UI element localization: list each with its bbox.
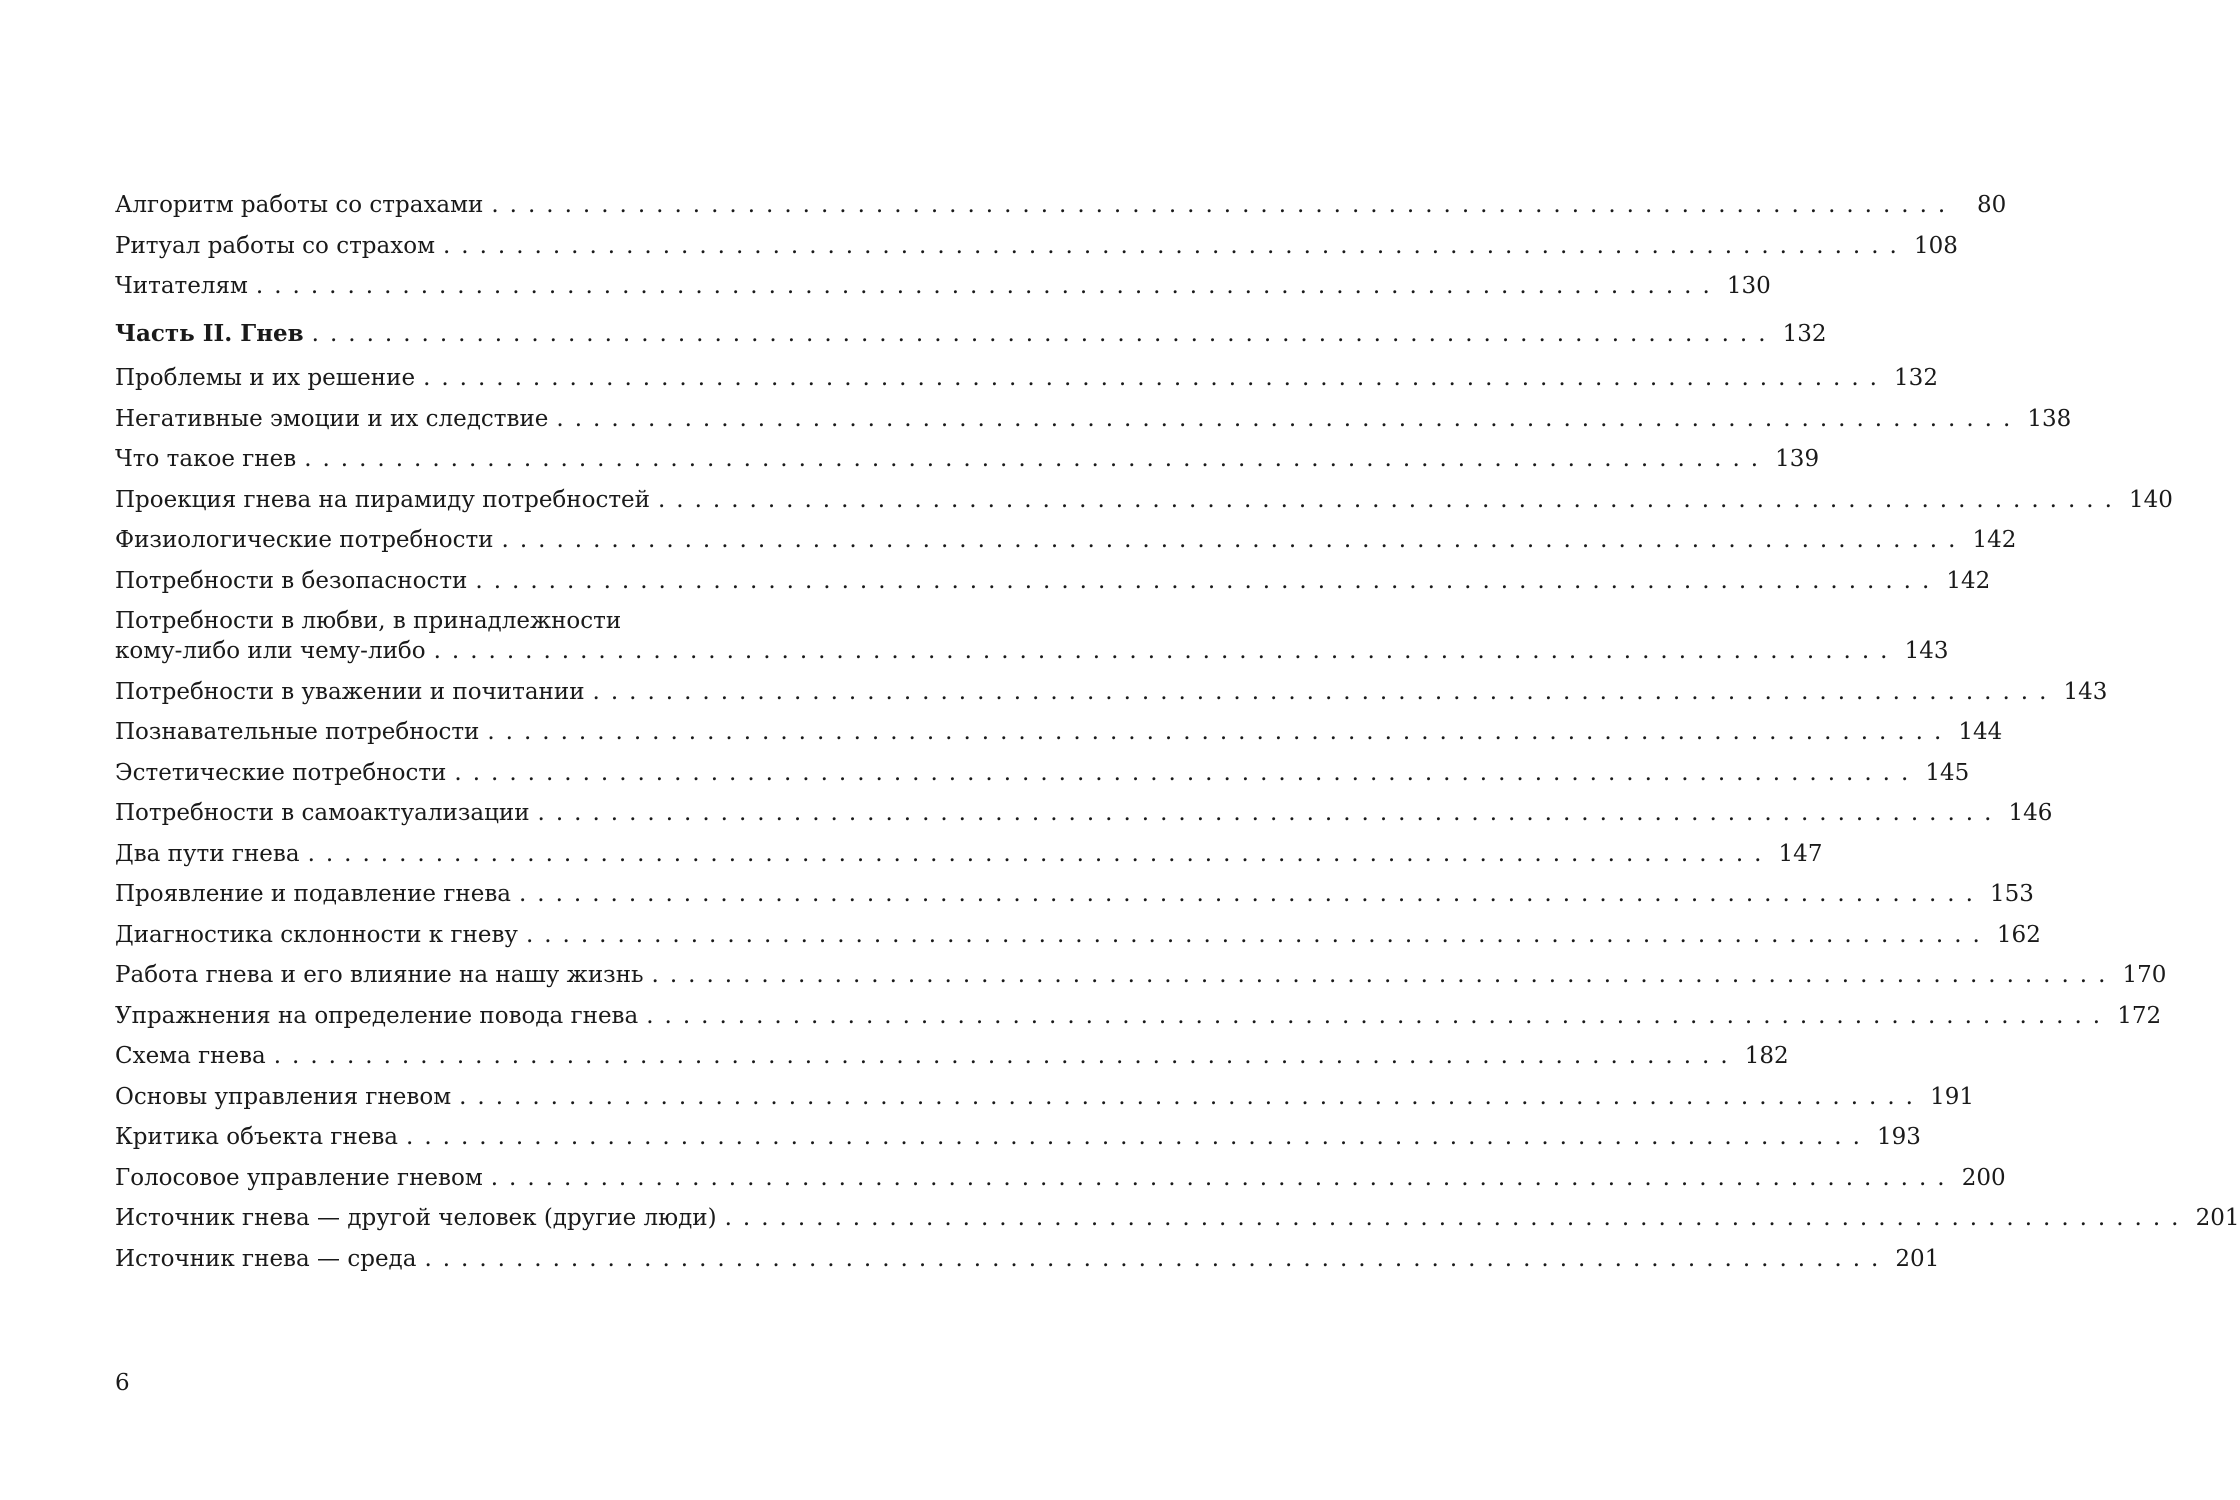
toc-entry[interactable]: [115, 1244, 1940, 1274]
dot-leader: ................................................................................: [491, 192, 1957, 218]
toc-group-part-two-b: [115, 677, 2240, 1274]
dot-leader: ................................................................................: [423, 365, 1888, 391]
toc-entry[interactable]: [115, 485, 2173, 515]
dot-leader: ................................................................................: [406, 1124, 1871, 1150]
toc-entry-page-number: 200: [1961, 1164, 2006, 1191]
toc-entry[interactable]: [115, 231, 1958, 261]
toc-entry[interactable]: [115, 1001, 2162, 1031]
toc-entry-page-number: 142: [1972, 527, 2017, 553]
toc-entry-title: Голосовое управление гневом: [115, 1164, 483, 1191]
toc-entry-page-number: 153: [1989, 881, 2034, 907]
toc-entry-title-line2: кому-либо или чему-либо: [115, 638, 426, 664]
dot-leader: ................................................................................: [255, 273, 1721, 299]
toc-entry[interactable]: [115, 525, 2017, 555]
dot-leader: ................................................................................: [490, 1164, 1956, 1191]
toc-group-part-one-tail: [115, 190, 2007, 301]
dot-leader: ................................................................................: [651, 962, 2117, 988]
toc-entry-title: Два пути гнева: [115, 840, 300, 867]
toc-entry-page-number: 138: [2027, 405, 2072, 432]
dot-leader: ................................................................................: [459, 1083, 1924, 1110]
toc-entry-page-number: 162: [1996, 921, 2041, 948]
dot-leader: ................................................................................: [556, 405, 2022, 432]
toc-entry-page-number: 182: [1744, 1043, 1789, 1069]
toc-entry[interactable]: [115, 758, 1970, 788]
toc-entry-title: Негативные эмоции и их следствие: [115, 405, 549, 432]
dot-leader: ................................................................................: [424, 1245, 1890, 1272]
toc-entry[interactable]: [115, 271, 1771, 301]
toc-entry[interactable]: [115, 1041, 1789, 1071]
dot-leader: ................................................................................: [487, 719, 1953, 745]
dot-leader: ................................................................................: [454, 759, 1920, 786]
toc-entry-page-number: 201: [1895, 1245, 1940, 1272]
toc-entry-page-number: 193: [1877, 1124, 1921, 1150]
dot-leader: ................................................................................: [646, 1002, 2112, 1029]
toc-entry-page-number: 145: [1925, 759, 1970, 786]
dot-leader: ................................................................................: [658, 486, 2123, 513]
toc-entry-title: Источник гнева — другой человек (другие люди): [115, 1205, 717, 1231]
toc-entry-page-number: 146: [2008, 800, 2053, 826]
toc-entry-page-number: 130: [1726, 273, 1771, 299]
toc-entry-page-number: 139: [1775, 446, 1820, 472]
toc-entry-title: Что такое гнев: [115, 446, 297, 472]
dot-leader: ................................................................................: [592, 678, 2058, 705]
toc-entry[interactable]: [115, 920, 2041, 950]
dot-leader: ................................................................................: [537, 800, 2003, 826]
toc-entry-page-number: 132: [1894, 365, 1938, 391]
toc-entry-page-number: 144: [1958, 719, 2003, 745]
chapter-title: Часть II. Гнев: [115, 320, 304, 347]
dot-leader: ................................................................................: [519, 881, 1984, 907]
dot-leader: ................................................................................: [525, 921, 1991, 948]
toc-entry[interactable]: [115, 677, 2108, 707]
dot-leader: ................................................................................: [273, 1043, 1739, 1069]
dot-leader: ................................................................................: [442, 232, 1908, 259]
toc-entry-title-line1: Потребности в любви, в принадлежности: [115, 608, 622, 634]
toc-entry-multiline[interactable]: [115, 606, 1949, 666]
toc-chapter-heading[interactable]: [115, 319, 1827, 349]
toc-entry[interactable]: [115, 363, 1938, 393]
toc-entry-title: Потребности в самоактуализации: [115, 800, 530, 826]
toc-entry-title: Эстетические потребности: [115, 759, 447, 786]
toc-entry[interactable]: [115, 566, 1991, 596]
toc-entry[interactable]: [115, 879, 2034, 909]
toc-entry-page-number: 172: [2117, 1002, 2162, 1029]
toc-entry[interactable]: [115, 839, 1823, 869]
toc-entry-title: Источник гнева — среда: [115, 1245, 417, 1272]
dot-leader: ................................................................................: [475, 567, 1941, 594]
toc-entry-title: Читателям: [115, 273, 248, 299]
toc-entry-title: Основы управления гневом: [115, 1083, 452, 1110]
dot-leader: ................................................................................: [311, 321, 1777, 347]
toc-entry-page-number: 143: [2063, 678, 2108, 705]
table-of-contents: [115, 190, 2240, 1284]
toc-entry-page-number: 142: [1946, 567, 1991, 594]
toc-entry[interactable]: [115, 960, 2167, 990]
toc-entry[interactable]: [115, 444, 1820, 474]
dot-leader: ................................................................................: [433, 638, 1899, 664]
toc-entry-title: Схема гнева: [115, 1043, 266, 1069]
dot-leader: ................................................................................: [501, 527, 1967, 553]
toc-entry[interactable]: [115, 1122, 1921, 1152]
toc-entry-title: Ритуал работы со страхом: [115, 232, 435, 259]
toc-group-part-two-a: [115, 363, 2173, 596]
toc-entry-page-number: 108: [1913, 232, 1958, 259]
toc-entry[interactable]: [115, 1203, 2240, 1233]
dot-leader: ................................................................................: [724, 1205, 2190, 1231]
toc-entry-title: Проекция гнева на пирамиду потребностей: [115, 486, 650, 513]
toc-entry-title: Диагностика склонности к гневу: [115, 921, 518, 948]
toc-entry[interactable]: [115, 798, 2053, 828]
toc-entry[interactable]: [115, 190, 2007, 220]
toc-entry[interactable]: [115, 1082, 1974, 1112]
toc-entry-title: Алгоритм работы со страхами: [115, 192, 484, 218]
toc-entry-title: Потребности в безопасности: [115, 567, 468, 594]
toc-entry-title: Упражнения на определение повода гнева: [115, 1002, 639, 1029]
toc-entry-line2-row: [115, 636, 1949, 666]
toc-entry-page-number: 191: [1930, 1083, 1974, 1110]
toc-entry-page-number: 80: [1976, 192, 2007, 218]
toc-entry-page-number: 147: [1778, 840, 1823, 867]
toc-entry-page-number: 170: [2122, 962, 2167, 988]
toc-entry-page-number: 143: [1904, 638, 1949, 664]
toc-entry-title: Познавательные потребности: [115, 719, 480, 745]
toc-entry-page-number: 140: [2128, 486, 2173, 513]
dot-leader: ................................................................................: [304, 446, 1770, 472]
toc-entry[interactable]: [115, 717, 2003, 747]
toc-entry-title: Потребности в уважении и почитании: [115, 678, 585, 705]
dot-leader: ................................................................................: [307, 840, 1773, 867]
toc-entry-title: Критика объекта гнева: [115, 1124, 399, 1150]
toc-entry-title: Проявление и подавление гнева: [115, 881, 511, 907]
page-number: 6: [115, 1370, 130, 1396]
toc-entry-page-number: 201: [2195, 1205, 2240, 1231]
toc-entry-title: Физиологические потребности: [115, 527, 494, 553]
toc-entry[interactable]: [115, 1163, 2006, 1193]
toc-entry-title: Работа гнева и его влияние на нашу жизнь: [115, 962, 644, 988]
toc-entry-title: Проблемы и их решение: [115, 365, 416, 391]
chapter-page-number: 132: [1782, 321, 1827, 347]
toc-entry[interactable]: [115, 404, 2072, 434]
